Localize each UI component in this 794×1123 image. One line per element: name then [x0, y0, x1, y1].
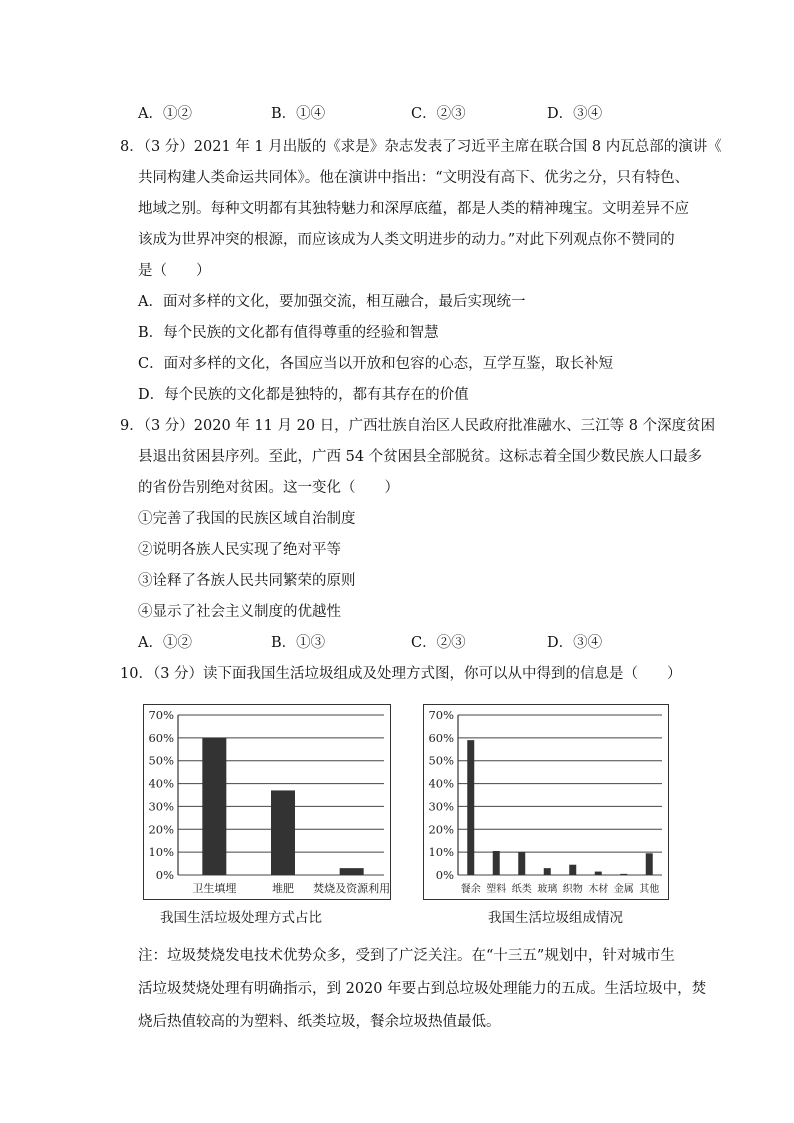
q10-stem: 10．（3 分）读下面我国生活垃圾组成及处理方式图，你可以从中得到的信息是（ ） [120, 666, 682, 682]
q8-stem-line-2: 共同构建人类命运共同体》。他在演讲中指出：“文明没有高下、优劣之分，只有特色、 [138, 170, 690, 186]
disposal-ytick-label: 10% [148, 845, 174, 860]
q8-stem-line-3: 地域之别。每种文明都有其独特魅力和深厚底蕴，都是人类的精神瑰宝。文明差异不应 [138, 201, 689, 217]
disposal-ytick-label: 70% [148, 708, 174, 722]
q9-stem-line-3: 的省份告别绝对贫困。这一变化（ ） [138, 480, 399, 496]
composition-bar-0 [467, 740, 474, 875]
composition-category-label-3: 玻璃 [537, 884, 558, 895]
q7-option-c[interactable]: C．②③ [411, 106, 466, 122]
q10-note-line-3: 烧后热值较高的为塑料、纸类垃圾，餐余垃圾热值最低。 [138, 1014, 501, 1030]
chart-disposal [144, 705, 390, 899]
q10-note-line-2: 活垃圾焚烧处理有明确指示，到 2020 年要占到总垃圾处理能力的五成。生活垃圾中，焚 [138, 981, 707, 997]
q9-statement-1: ①完善了我国的民族区域自治制度 [138, 511, 356, 527]
disposal-bar-1 [271, 790, 295, 875]
q8-stem-line-4: 该成为世界冲突的根源，而应该成为人类文明进步的动力。”对此下列观点你不赞同的 [138, 232, 675, 248]
disposal-ytick-label: 20% [148, 822, 174, 837]
q9-stem-line-2: 县退出贫困县序列。至此，广西 54 个贫困县全部脱贫。这标志着全国少数民族人口最多 [138, 449, 703, 465]
composition-bar-4 [569, 865, 576, 875]
q8-stem-line-1: 8．（3 分）2021 年 1 月出版的《求是》杂志发表了习近平主席在联合国 8 内瓦总部的演讲《 [120, 139, 722, 155]
composition-bar-2 [518, 852, 525, 875]
composition-bar-1 [493, 851, 500, 875]
chart-composition-box [423, 704, 669, 900]
chart-composition [424, 705, 668, 899]
disposal-category-label-0: 卫生填埋 [192, 882, 237, 895]
q8-choice-b[interactable]: B．每个民族的文化都有值得尊重的经验和智慧 [138, 325, 439, 341]
composition-bar-6 [620, 874, 627, 875]
q8-choice-d[interactable]: D．每个民族的文化都是独特的，都有其存在的价值 [138, 387, 469, 403]
composition-category-label-6: 金属 [613, 884, 634, 895]
disposal-ytick-label: 40% [148, 776, 174, 791]
q8-choice-a[interactable]: A．面对多样的文化，要加强交流，相互融合，最后实现统一 [138, 294, 526, 310]
chart-composition-caption: 我国生活垃圾组成情况 [488, 910, 623, 926]
composition-category-label-4: 织物 [562, 884, 583, 895]
q9-statement-3: ③诠释了各族人民共同繁荣的原则 [138, 573, 356, 589]
q9-option-c[interactable]: C．②③ [411, 635, 466, 651]
composition-category-label-5: 木材 [588, 884, 609, 895]
disposal-ytick-label: 50% [148, 753, 174, 768]
disposal-category-label-2: 焚烧及资源利用 [313, 882, 390, 895]
q9-statement-2: ②说明各族人民实现了绝对平等 [138, 542, 341, 558]
composition-category-label-1: 塑料 [486, 884, 507, 895]
q7-option-a[interactable]: A．①② [138, 106, 192, 122]
composition-category-label-2: 纸类 [511, 884, 532, 895]
disposal-ytick-label: 30% [148, 799, 174, 814]
q10-note-line-1: 注：垃圾焚烧发电技术优势众多，受到了广泛关注。在“十三五”规划中，针对城市生 [138, 948, 675, 964]
composition-bar-3 [544, 868, 551, 875]
q9-option-d[interactable]: D．③④ [547, 635, 603, 651]
composition-bar-5 [595, 872, 602, 875]
disposal-ytick-label: 0% [155, 868, 174, 882]
composition-ytick-label: 0% [435, 868, 454, 882]
q9-stem-line-1: 9．（3 分）2020 年 11 月 20 日，广西壮族自治区人民政府批准融水、三江等 8 个深度贫困 [120, 418, 716, 434]
q7-options [138, 102, 658, 126]
q8-choice-c[interactable]: C．面对多样的文化，各国应当以开放和包容的心态，互学互鉴，取长补短 [138, 356, 614, 372]
composition-ytick-label: 30% [428, 799, 454, 814]
q9-option-b[interactable]: B．①③ [271, 635, 326, 651]
composition-bar-7 [646, 853, 653, 875]
composition-ytick-label: 40% [428, 776, 454, 791]
composition-ytick-label: 60% [428, 730, 454, 745]
composition-category-label-0: 餐余 [460, 884, 481, 895]
composition-ytick-label: 20% [428, 822, 454, 837]
disposal-bar-0 [202, 738, 226, 875]
q9-statement-4: ④显示了社会主义制度的优越性 [138, 604, 341, 620]
q8-stem-line-5: 是（ ） [138, 263, 211, 279]
chart-disposal-caption: 我国生活垃圾处理方式占比 [160, 910, 322, 926]
q7-option-d[interactable]: D．③④ [547, 106, 603, 122]
disposal-category-label-1: 堆肥 [272, 882, 294, 895]
disposal-ytick-label: 60% [148, 730, 174, 745]
q9-options [138, 631, 658, 655]
chart-disposal-box [143, 704, 391, 900]
composition-category-label-7: 其他 [639, 884, 660, 895]
composition-ytick-label: 10% [428, 845, 454, 860]
disposal-bar-2 [340, 868, 364, 875]
q7-option-b[interactable]: B．①④ [271, 106, 326, 122]
composition-ytick-label: 50% [428, 753, 454, 768]
q9-option-a[interactable]: A．①② [138, 635, 192, 651]
composition-ytick-label: 70% [428, 708, 454, 722]
